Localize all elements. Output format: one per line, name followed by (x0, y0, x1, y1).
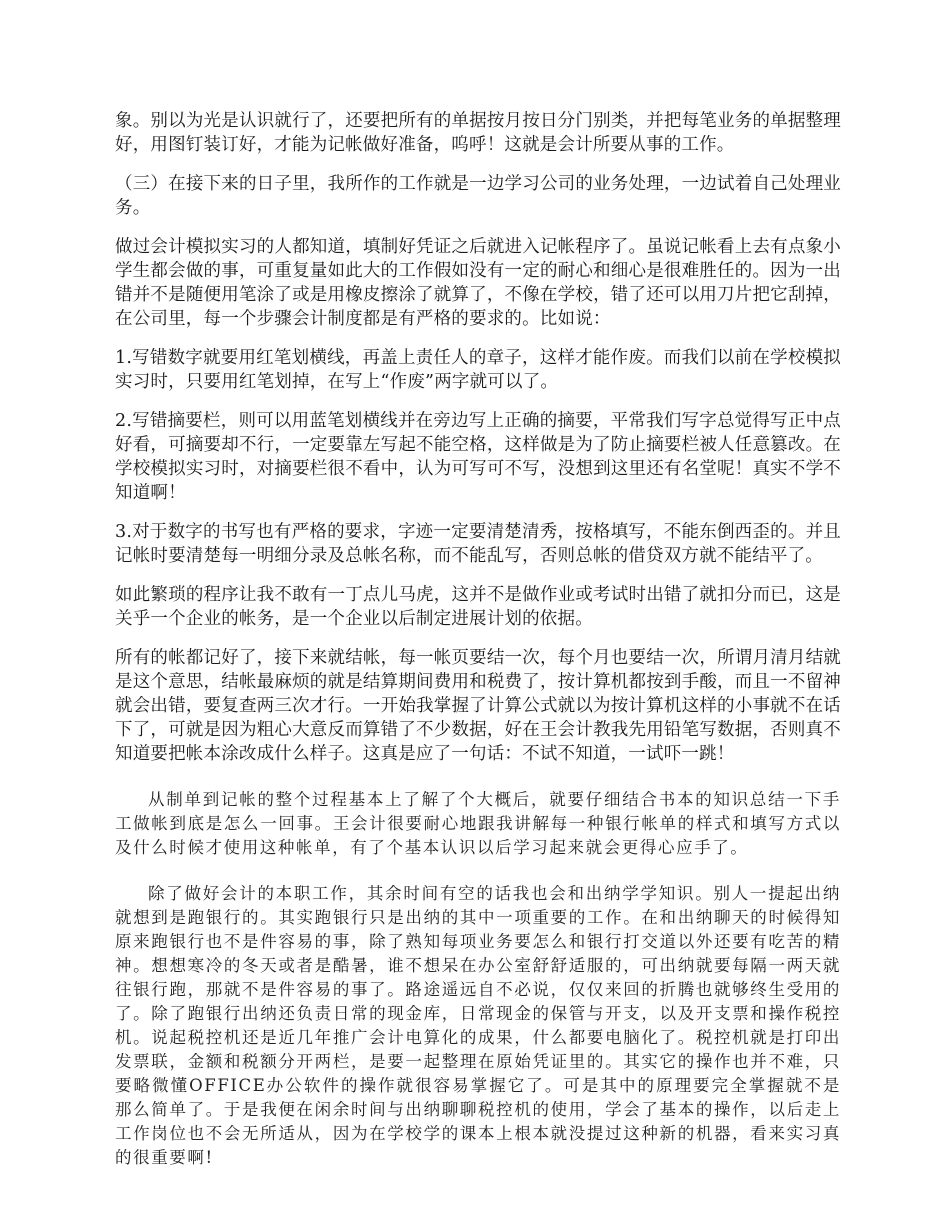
paragraph-4: 1.写错数字就要用红笔划横线，再盖上责任人的章子，这样才能作废。而我们以前在学校模拟实习时，只要用红笔划掉，在写上“作废”两字就可以了。 (115, 348, 841, 392)
paragraph-5: 2.写错摘要栏，则可以用蓝笔划横线并在旁边写上正确的摘要，平常我们写字总觉得写正中点好看，可摘要却不行，一定要靠左写起不能空格，这样做是为了防止摘要栏被人任意篡改。在学校模拟实习时，对摘要栏很不看中，认为可写可不写，没想到这里还有名堂呢！真实不学不知道啊！ (115, 411, 841, 503)
paragraph-7: 如此繁琐的程序让我不敢有一丁点儿马虎，这并不是做作业或考试时出错了就扣分而已，这是关乎一个企业的帐务，是一个企业以后制定进展计划的依据。 (115, 585, 841, 629)
paragraph-8: 所有的帐都记好了，接下来就结帐，每一帐页要结一次，每个月也要结一次，所谓月清月结就是这个意思，结帐最麻烦的就是结算期间费用和税费了，按计算机都按到手酸，而且一不留神就会出错，要复查两三次才行。一开始我掌握了计算公式就以为按计算机这样的小事就不在话下了，可就是因为粗心大意反而算错了不少数据，好在王会计教我先用铅笔写数据，否则真不知道要把帐本涂改成什么样子。这真是应了一句话：不试不知道，一试吓一跳！ (115, 648, 841, 764)
paragraph-3: 做过会计模拟实习的人都知道，填制好凭证之后就进入记帐程序了。虽说记帐看上去有点象小学生都会做的事，可重复量如此大的工作假如没有一定的耐心和细心是很难胜任的。因为一出错并不是随便用笔涂了或是用橡皮擦涂了就算了，不像在学校，错了还可以用刀片把它刮掉，在公司里，每一个步骤会计制度都是有严格的要求的。比如说： (115, 237, 841, 329)
paragraph-9: 从制单到记帐的整个过程基本上了解了个大概后，就要仔细结合书本的知识总结一下手工做帐到底是怎么一回事。王会计很要耐心地跟我讲解每一种银行帐单的样式和填写方式以及什么时候才使用这种帐单，有了个基本认识以后学习起来就会更得心应手了。 (115, 790, 841, 857)
paragraph-6: 3.对于数字的书写也有严格的要求，字迹一定要清楚清秀，按格填写，不能东倒西歪的。并且记帐时要清楚每一明细分录及总帐名称，而不能乱写，否则总帐的借贷双方就不能结平了。 (115, 522, 841, 566)
document-page (115, 109, 841, 1185)
paragraph-2: （三）在接下来的日子里，我所作的工作就是一边学习公司的业务处理，一边试着自己处理业务。 (115, 174, 841, 218)
paragraph-1: 象。别以为光是认识就行了，还要把所有的单据按月按日分门别类，并把每笔业务的单据整理好，用图钉装订好，才能为记帐做好准备，呜呼！这就是会计所要从事的工作。 (115, 111, 841, 155)
paragraph-10: 除了做好会计的本职工作，其余时间有空的话我也会和出纳学学知识。别人一提起出纳就想到是跑银行的。其实跑银行只是出纳的其中一项重要的工作。在和出纳聊天的时候得知原来跑银行也不是件容易的事，除了熟知每项业务要怎么和银行打交道以外还要有吃苦的精神。想想寒冷的冬天或者是酷暑，谁不想呆在办公室舒舒适服的，可出纳就要每隔一两天就往银行跑，那就不是件容易的事了。路途遥远自不必说，仅仅来回的折腾也就够终生受用的了。除了跑银行出纳还负责日常的现金库，日常现金的保管与开支，以及开支票和操作税控机。说起税控机还是近几年推广会计电算化的成果，什么都要电脑化了。税控机就是打印出发票联，金额和税额分开两栏，是要一起整理在原始凭证里的。其实它的操作也并不难，只要略微懂OFFICE办公软件的操作就很容易掌握它了。可是其中的原理要完全掌握就不是那么简单了。于是我便在闲余时间与出纳聊聊税控机的使用，学会了基本的操作，以后走上工作岗位也不会无所适从，因为在学校学的课本上根本就没提过这种新的机器，看来实习真的很重要啊! (115, 884, 841, 1167)
